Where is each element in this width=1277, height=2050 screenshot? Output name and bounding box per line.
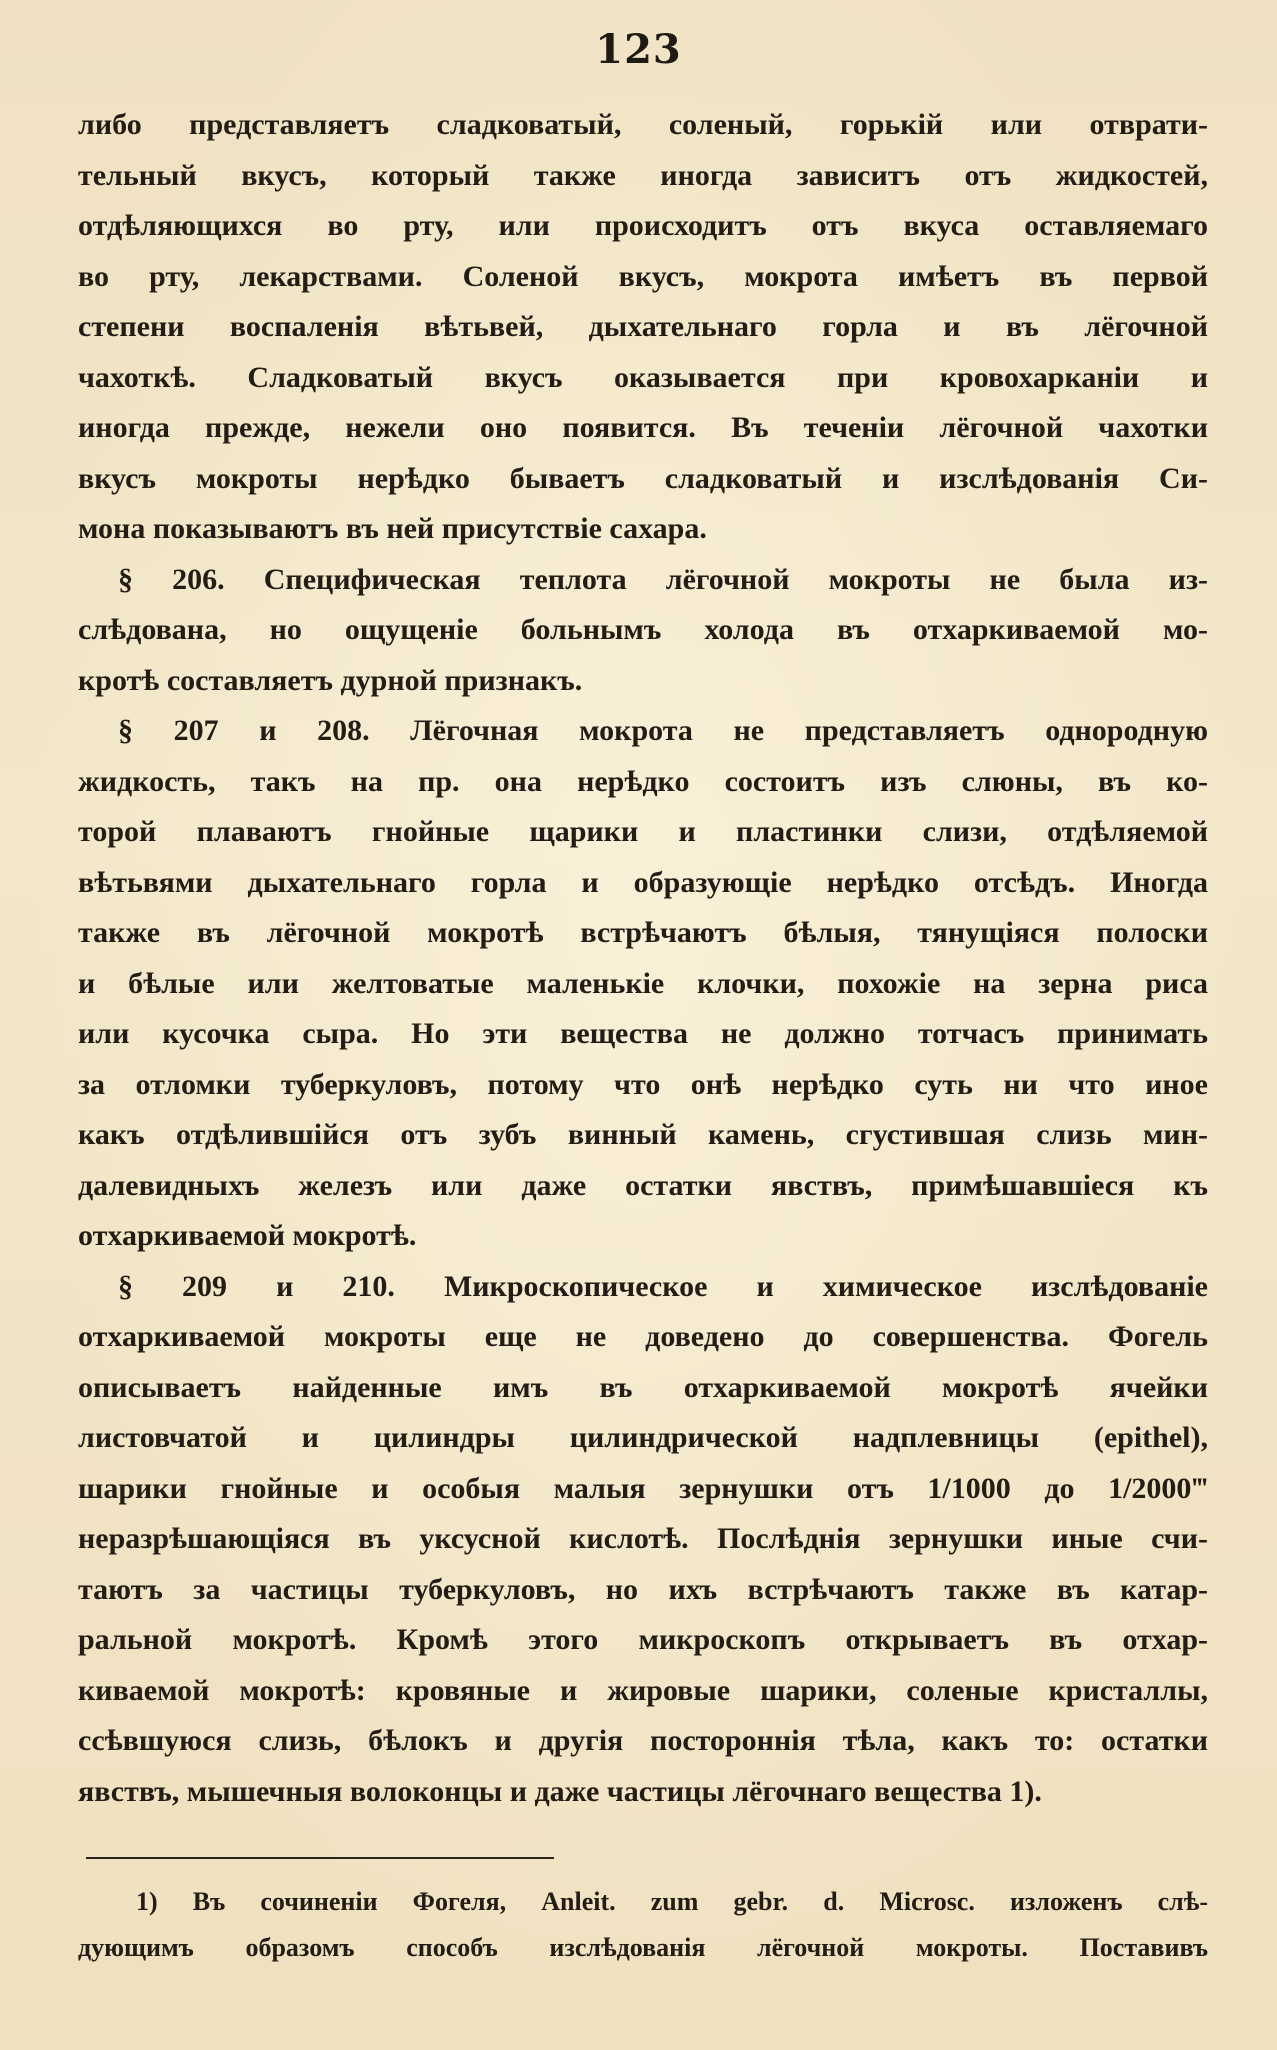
text-line: мона показываютъ въ ней присутствіе сахара. xyxy=(78,512,707,545)
text-line: за отломки туберкуловъ, потому что онѣ нерѣдко суть ни что иное xyxy=(78,1067,1208,1101)
text-line: жидкость, такъ на пр. она нерѣдко состоитъ изъ слюны, въ ко- xyxy=(78,764,1208,798)
footnote-line: 1) Въ сочиненіи Фогеля, Anleit. zum gebr. d. Microsc. изложенъ слѣ- xyxy=(136,1887,1208,1916)
text-line: описываетъ найденные имъ въ отхаркиваемой мокротѣ ячейки xyxy=(78,1370,1208,1404)
text-line: или кусочка сыра. Но эти вещества не должно тотчасъ принимать xyxy=(78,1017,1208,1050)
text-line: ральной мокротѣ. Кромѣ этого микроскопъ открываетъ въ отхар- xyxy=(78,1623,1208,1656)
text-line: торой плаваютъ гнойные щарики и пластинки слизи, отдѣляемой xyxy=(78,815,1208,848)
text-line: иногда прежде, нежели оно появится. Въ теченіи лёгочной чахотки xyxy=(78,411,1208,444)
text-line: неразрѣшающіяся въ уксусной кислотѣ. Послѣднія зернушки иные счи- xyxy=(78,1522,1208,1555)
text-line: § 209 и 210. Микроскопическое и химическое изслѣдованіе xyxy=(118,1269,1208,1303)
text-line: киваемой мокротѣ: кровяные и жировые шарики, соленые кристаллы, xyxy=(78,1673,1208,1707)
text-line: чахоткѣ. Сладковатый вкусъ оказывается при кровохарканіи и xyxy=(78,360,1208,394)
text-line: отхаркиваемой мокроты еще не доведено до совершенства. Фогель xyxy=(78,1320,1208,1353)
text-line: кротѣ составляетъ дурной признакъ. xyxy=(78,663,583,697)
body-text xyxy=(78,100,1208,1817)
text-line: далевидныхъ железъ или даже остатки явствъ, примѣшавшіеся къ xyxy=(78,1168,1208,1202)
text-line: какъ отдѣлившійся отъ зубъ винный камень, сгустившая слизь мин- xyxy=(78,1118,1208,1151)
text-line: тельный вкусъ, который также иногда зависитъ отъ жидкостей, xyxy=(78,158,1208,192)
text-line: таютъ за частицы туберкуловъ, но ихъ встрѣчаютъ также въ катар- xyxy=(78,1572,1208,1606)
text-line: ссѣвшуюся слизь, бѣлокъ и другія постороннія тѣла, какъ то: остатки xyxy=(78,1724,1208,1757)
text-line: либо представляетъ сладковатый, соленый, горькій или отврати- xyxy=(78,108,1208,141)
page-number: 123 xyxy=(595,26,682,73)
text-line: отдѣляющихся во рту, или происходитъ отъ вкуса оставляемаго xyxy=(78,209,1208,242)
text-line: отхаркиваемой мокротѣ. xyxy=(78,1219,417,1252)
text-line: и бѣлые или желтоватые маленькіе клочки, похожіе на зерна риса xyxy=(78,966,1208,1000)
text-line: явствъ, мышечныя волоконцы и даже частицы лёгочнаго вещества 1). xyxy=(78,1774,1042,1808)
text-line: степени воспаленія вѣтьвей, дыхательнаго горла и въ лёгочной xyxy=(78,310,1208,343)
text-line: шарики гнойные и особыя малыя зернушки отъ 1/1000 до 1/2000‴ xyxy=(78,1471,1208,1505)
text-line: вкусъ мокроты нерѣдко бываетъ сладковатый и изслѣдованія Си- xyxy=(78,461,1208,495)
text-line: листовчатой и цилиндры цилиндрической надплевницы (epithel), xyxy=(78,1421,1208,1454)
footnote-divider xyxy=(86,1857,554,1859)
footnote xyxy=(78,1879,1208,1971)
text-line: вѣтьвями дыхательнаго горла и образующіе нерѣдко отсѣдъ. Иногда xyxy=(78,865,1208,899)
footnote-line: дующимъ образомъ способъ изслѣдованія лёгочной мокроты. Поставивъ xyxy=(78,1933,1208,1962)
text-line: слѣдована, но ощущеніе больнымъ холода въ отхаркиваемой мо- xyxy=(78,613,1208,646)
text-line: во рту, лекарствами. Соленой вкусъ, мокрота имѣетъ въ первой xyxy=(78,259,1208,293)
text-line: § 207 и 208. Лёгочная мокрота не представляетъ однородную xyxy=(118,714,1208,747)
text-line: § 206. Специфическая теплота лёгочной мокроты не была из- xyxy=(118,562,1208,596)
text-line: также въ лёгочной мокротѣ встрѣчаютъ бѣлыя, тянущіяся полоски xyxy=(78,916,1208,949)
